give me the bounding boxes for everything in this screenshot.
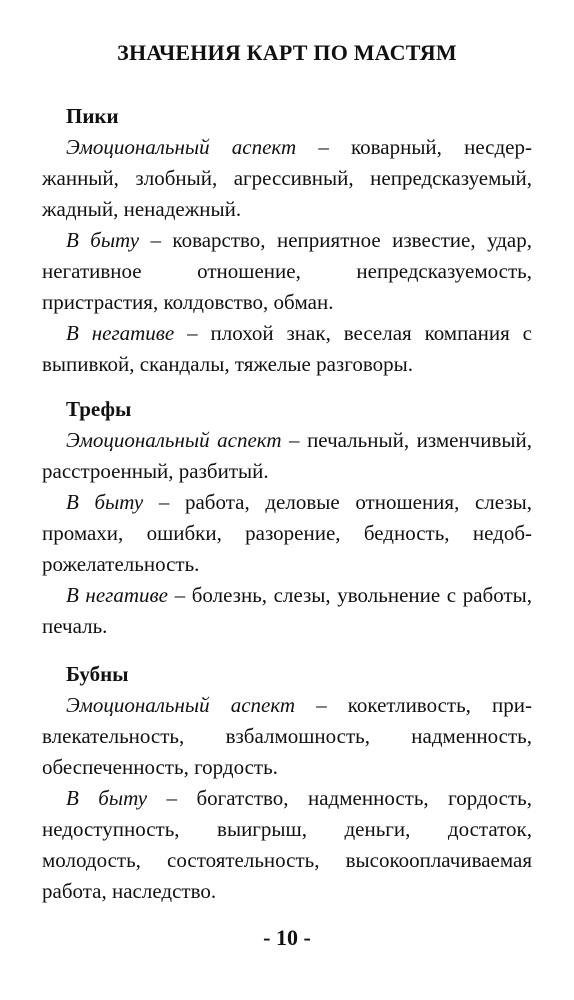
paragraph-text: – плохой знак, веселая компания с выпивкой, скандалы, тяжелые разговоры. [42,321,532,376]
paragraph-lead: В быту [66,786,148,810]
paragraph-lead: Эмоциональный аспект [66,135,297,159]
paragraph-daily-life [42,225,532,318]
section-clubs [42,394,532,642]
paragraph-text: – богатство, надменность, гордость, недоступность, выигрыш, деньги, достаток, молодость, состоятельность, высокооплачиваемая работа, наследство. [42,786,532,903]
paragraph-lead: В быту [66,228,140,252]
paragraph-text: – коварство, неприятное известие, удар, негативное отношение, непредсказуемость, пристрастия, колдовство, обман. [42,228,532,314]
paragraph-text: – печальный, изменчивый, расстроенный, разбитый. [42,428,532,483]
page-number: - 10 - [263,925,311,950]
paragraph-lead: В негативе [66,583,168,607]
paragraph-lead: В негативе [66,321,175,345]
section-diamonds [42,659,532,907]
paragraph-lead: Эмоциональный аспект [66,428,282,452]
paragraph-daily-life [42,783,532,907]
paragraph-text: – коварный, несдержанный, злобный, агрессивный, непредсказуемый, жадный, ненадежный. [42,135,532,221]
section-heading: Трефы [66,397,132,421]
paragraph-negative [42,580,532,642]
section-spades [42,101,532,380]
book-page [42,0,532,1000]
paragraph-emotional [42,425,532,487]
paragraph-emotional [42,690,532,783]
paragraph-lead: В быту [66,490,144,514]
paragraph-text: – работа, деловые отношения, слезы, промахи, ошибки, разорение, бедность, недоброжелательность. [42,490,532,576]
paragraph-negative [42,318,532,380]
paragraph-lead: Эмоциональный аспект [66,693,296,717]
paragraph-text: – кокетливость, привлекательность, взбалмошность, надменность, обеспеченность, гордость. [42,693,533,779]
paragraph-daily-life [42,487,532,580]
section-heading: Бубны [66,662,129,686]
paragraph-emotional [42,132,532,225]
paragraph-text: – болезнь, слезы, увольнение с работы, печаль. [42,583,532,638]
section-heading: Пики [66,104,119,128]
page-title: ЗНАЧЕНИЯ КАРТ ПО МАСТЯМ [117,40,457,65]
